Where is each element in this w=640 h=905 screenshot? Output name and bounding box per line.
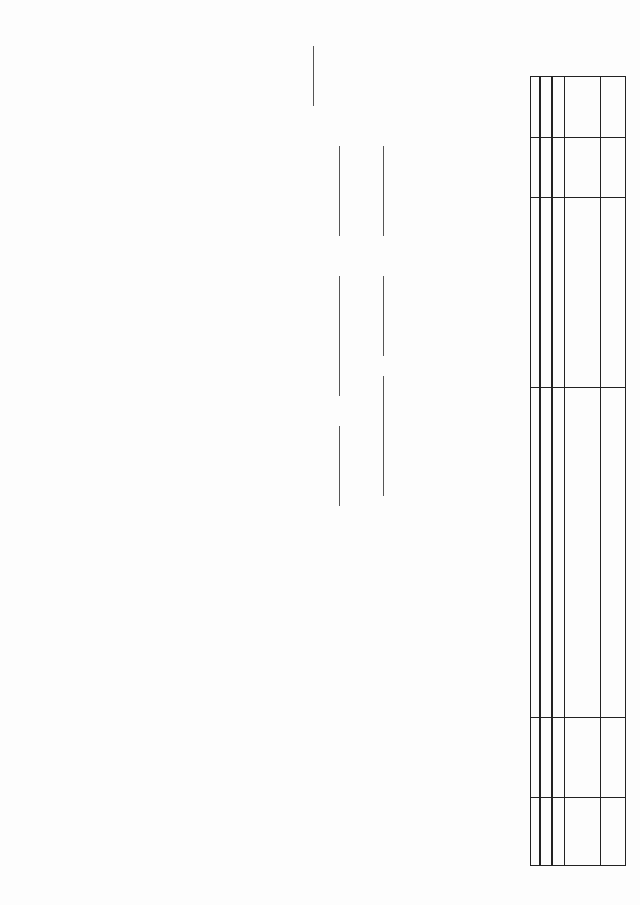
footnote (474, 76, 486, 856)
rotated-form-content (4, 6, 636, 902)
table-col-divider (531, 197, 625, 198)
footnote (458, 76, 470, 856)
footnote (506, 76, 518, 856)
table-col-divider (531, 797, 625, 798)
normative-acts-table (530, 76, 626, 866)
date-text (310, 36, 322, 166)
table-col-numbers-bottom (564, 77, 565, 865)
table-header-bottom (600, 77, 601, 865)
head-name-line (383, 376, 384, 496)
executor-phone-line (339, 426, 340, 506)
executor-name-line (339, 276, 340, 396)
table-row-divider (539, 77, 541, 865)
executor-position-line (339, 146, 340, 236)
table-col-divider (531, 717, 625, 718)
head-signature-line (383, 276, 384, 356)
form-code (626, 796, 636, 876)
executor-label (342, 26, 354, 126)
section-title (630, 76, 640, 376)
footnote (442, 76, 454, 856)
head-label (404, 26, 416, 126)
head-position-line (383, 146, 384, 236)
table-row-divider (551, 77, 553, 865)
table-col-divider (531, 387, 625, 388)
footnote (490, 76, 502, 856)
table-col-divider (531, 137, 625, 138)
